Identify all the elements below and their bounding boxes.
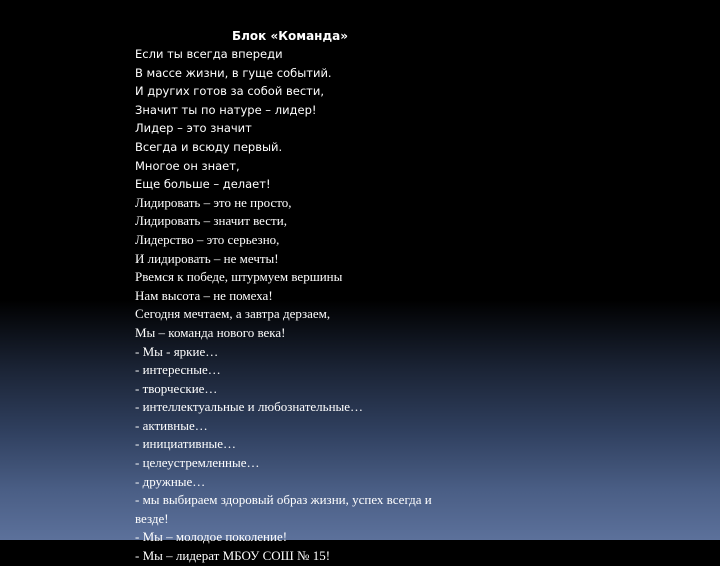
poem-line: Лидировать – значит вести, [135,213,287,229]
poem-line: Лидерство – это серьезно, [135,231,280,247]
poem-line: Всегда и всюду первый. [135,139,283,154]
poem-line: Нам высота – не помеха! [135,287,273,303]
poem-line: И других готов за собой вести, [135,84,324,99]
poem-line: - Мы – молодое поколение! [135,529,288,545]
poem-line: Лидировать – это не просто, [135,194,292,210]
poem-line: - целеустремленные… [135,455,260,471]
poem-line: Если ты всегда впереди [135,47,283,61]
poem-line: Лидер – это значит [135,121,252,136]
slide-title: Блок «Команда» [231,29,349,43]
poem-line: И лидировать – не мечты! [135,250,279,266]
poem-line: везде! [135,510,169,526]
poem-line: В массе жизни, в гуще событий. [135,65,332,80]
poem-line: Значит ты по натуре – лидер! [135,102,317,117]
poem-line: - творческие… [135,380,218,396]
poem-line: - Мы - яркие… [135,343,219,359]
poem-text [135,45,495,566]
poem-line: - интересные… [135,362,221,378]
poem-line: - Мы – лидерат МБОУ СОШ № 15! [135,548,331,564]
poem-line: Еще больше – делает! [135,177,271,192]
poem-line: - мы выбираем здоровый образ жизни, успех всегда и [135,492,432,508]
poem-line: Мы – команда нового века! [135,324,286,340]
poem-line: Сегодня мечтаем, а завтра дерзаем, [135,306,331,322]
poem-line: - инициативные… [135,436,237,452]
poem-line: - дружные… [135,473,206,489]
poem-line: Многое он знает, [135,158,240,173]
poem-line: Рвемся к победе, штурмуем вершины [135,269,343,285]
poem-line: - активные… [135,417,208,433]
poem-line: - интеллектуальные и любознательные… [135,399,364,415]
